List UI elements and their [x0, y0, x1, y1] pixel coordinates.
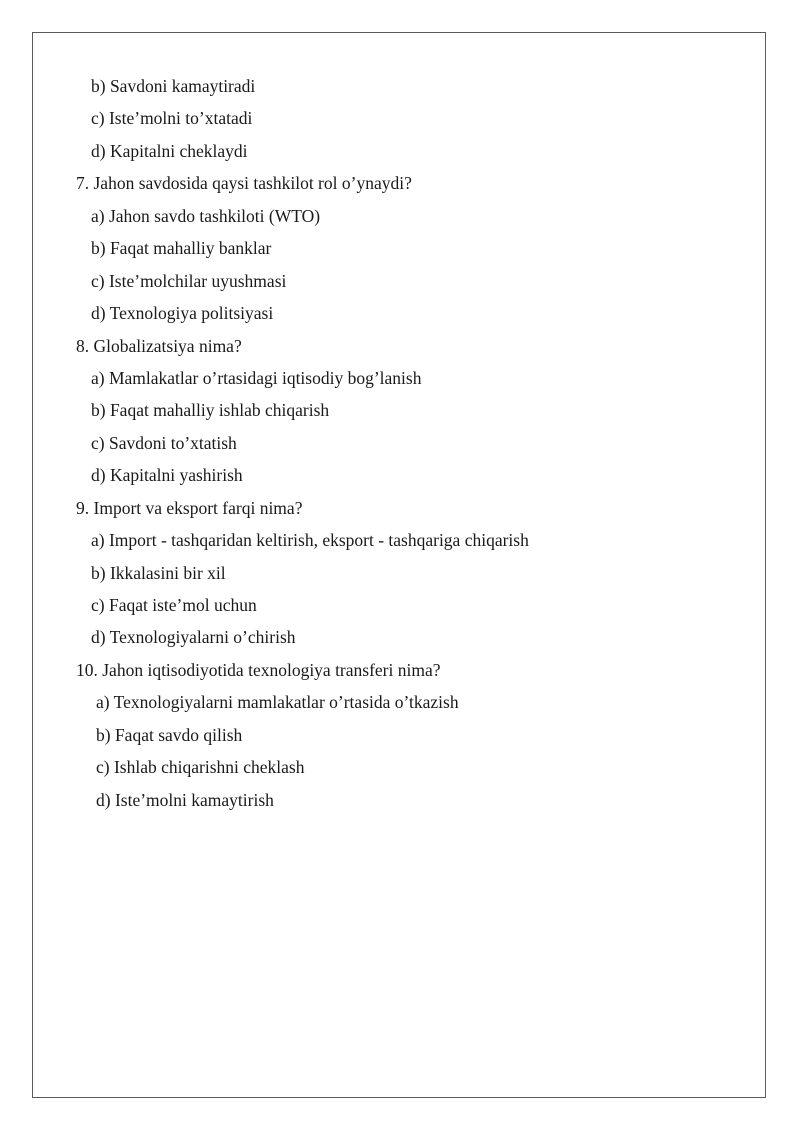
question-7: 7. Jahon savdosida qaysi tashkilot rol o’ynaydi? [76, 173, 412, 194]
answer-option: b) Ikkalasini bir xil [91, 562, 226, 583]
question-10: 10. Jahon iqtisodiyotida texnologiya transferi nima? [76, 659, 441, 680]
answer-option: b) Savdoni kamaytiradi [91, 76, 256, 96]
answer-option: d) Kapitalni cheklaydi [91, 140, 248, 161]
answer-option: c) Faqat iste’mol uchun [91, 595, 257, 615]
answer-option: d) Texnologiya politsiyasi [91, 303, 274, 324]
answer-option: a) Mamlakatlar o’rtasidagi iqtisodiy bog’lanish [91, 367, 422, 388]
answer-option: c) Iste’molni to’xtatadi [91, 108, 253, 129]
question-8: 8. Globalizatsiya nima? [76, 335, 242, 356]
answer-option: b) Faqat mahalliy banklar [91, 238, 272, 259]
answer-option: d) Texnologiyalarni o’chirish [91, 627, 296, 648]
answer-option: c) Ishlab chiqarishni cheklash [96, 757, 305, 778]
document-body [0, 70, 800, 816]
answer-option: d) Iste’molni kamaytirish [96, 789, 274, 810]
answer-option: c) Iste’molchilar uyushmasi [91, 270, 287, 291]
answer-option: a) Jahon savdo tashkiloti (WTO) [91, 205, 321, 226]
answer-option: d) Kapitalni yashirish [91, 465, 243, 486]
answer-option: b) Faqat savdo qilish [96, 724, 243, 745]
answer-option: b) Faqat mahalliy ishlab chiqarish [91, 400, 330, 421]
question-9: 9. Import va eksport farqi nima? [76, 497, 303, 518]
answer-option: a) Import - tashqaridan keltirish, eksport - tashqariga chiqarish [91, 530, 529, 551]
answer-option: a) Texnologiyalarni mamlakatlar o’rtasida o’tkazish [96, 692, 459, 713]
answer-option: c) Savdoni to’xtatish [91, 432, 237, 453]
